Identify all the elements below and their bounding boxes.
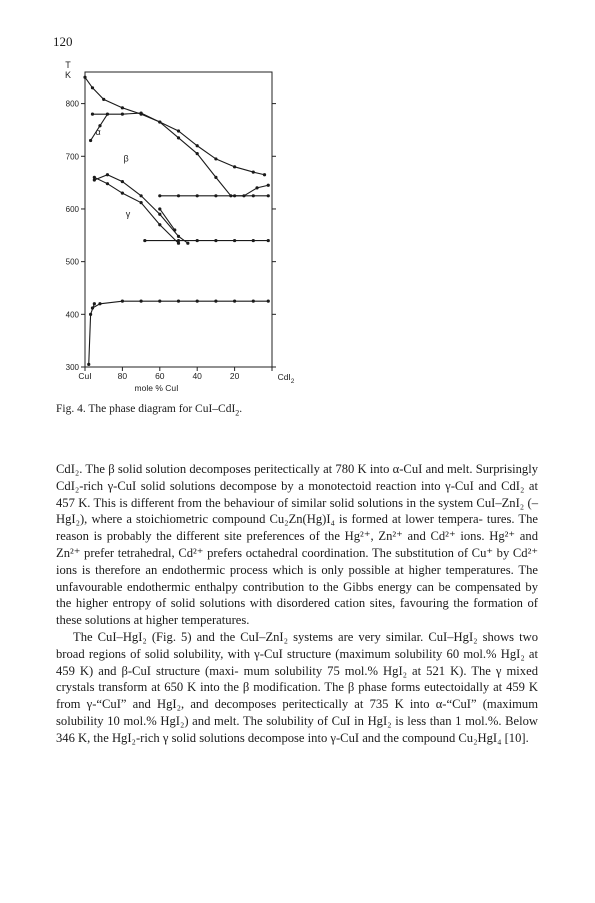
caption-prefix: Fig. 4. [56, 403, 86, 415]
data-point [252, 300, 255, 303]
data-point [263, 173, 266, 176]
data-point [121, 180, 124, 183]
data-point [177, 194, 180, 197]
data-point [89, 313, 92, 316]
text-line: CdI₂. The β solid solution decomposes peritectically at 780 K into α-CuI [56, 462, 423, 476]
data-point [121, 300, 124, 303]
text-line: monotectoid reaction into γ-CuI and CdI₂ at 457 K. This is different from [56, 478, 538, 510]
data-point [158, 194, 161, 197]
data-point [233, 300, 236, 303]
text-line: (maximum solubility 60 mol.% HgI₂ at 459 K) and β-CuI structure (maxi- [56, 646, 538, 678]
data-point [252, 194, 255, 197]
data-point [140, 201, 143, 204]
phase-diagram-figure [40, 52, 300, 407]
y-tick-label: 800 [65, 99, 79, 109]
paragraph-1 [56, 461, 538, 629]
region-label: β [123, 153, 129, 164]
y-tick-label: 600 [65, 204, 79, 214]
data-point [121, 106, 124, 109]
data-point [233, 165, 236, 168]
data-point [158, 120, 161, 123]
phase-boundary-line [92, 113, 268, 196]
text-line: The CuI–HgI₂ (Fig. 5) and the CuI–ZnI₂ systems are very similar. [73, 629, 424, 644]
phase-boundary-line [85, 77, 265, 174]
data-point [93, 302, 96, 305]
data-point [177, 300, 180, 303]
data-point [196, 144, 199, 147]
data-point [121, 113, 124, 116]
text-line: CuI in HgI₂ is less than 1 mol.%. Below 346 K, the HgI₂-rich γ solid [56, 713, 538, 745]
caption-subscript: 2 [235, 408, 240, 418]
text-line: where a stoichiometric compound Cu₂Zn(Hg)I₄ is formed at lower tempera- [91, 512, 483, 527]
data-point [91, 113, 94, 116]
text-line: and melt. Surprisingly CdI₂-rich γ-CuI solid solutions decompose by a [56, 462, 538, 493]
caption-suffix: . [239, 403, 243, 415]
data-point [186, 242, 189, 245]
data-point [98, 302, 101, 305]
x-tick-label: CdI$_2$ [277, 372, 295, 385]
x-tick-label: 80 [117, 371, 128, 381]
data-point [87, 363, 90, 366]
data-point [140, 300, 143, 303]
data-point [177, 235, 180, 238]
data-point [255, 186, 258, 189]
data-point [91, 86, 94, 89]
y-axis-unit: K [64, 70, 72, 80]
plot-frame [85, 72, 272, 367]
data-point [177, 129, 180, 132]
x-axis-label: mole % CuI [134, 383, 179, 393]
figure-caption [56, 403, 242, 417]
x-tick-label: 60 [155, 371, 165, 381]
text-line: unfavourable endothermic enthalpy contribution to the Gibbs energy can be [56, 579, 451, 594]
y-tick-label: 500 [65, 257, 79, 267]
data-point [173, 228, 176, 231]
data-point [214, 300, 217, 303]
caption-text: The phase diagram for CuI–CdI [88, 403, 236, 415]
text-line: from γ-“CuI” and HgI₂, and decomposes peritectically at 735 K into [56, 697, 430, 712]
text-line: Zn²⁺ and Cd²⁺ ions. Hg²⁺ and Zn²⁺ prefer tetrahedral, Cd²⁺ prefers [56, 529, 538, 560]
data-point [106, 113, 109, 116]
data-point [214, 176, 217, 179]
data-point [196, 239, 199, 242]
data-point [89, 139, 92, 142]
data-point [267, 184, 270, 187]
region-label: γ [125, 208, 131, 219]
data-point [196, 152, 199, 155]
data-point [158, 223, 161, 226]
data-point [140, 194, 143, 197]
data-point [121, 192, 124, 195]
data-point [93, 176, 96, 179]
data-point [177, 136, 180, 139]
data-point [252, 239, 255, 242]
data-point [83, 76, 86, 79]
data-point [233, 194, 236, 197]
data-point [252, 170, 255, 173]
phase-boundary-line [94, 177, 178, 243]
phase-boundary-line [94, 175, 188, 243]
text-line: octahedral coordination. The substitution of Cu⁺ by Cd²⁺ ions is therefore [56, 545, 538, 577]
data-point [140, 111, 143, 114]
data-point [196, 300, 199, 303]
y-tick-label: 400 [65, 310, 79, 320]
data-point [158, 207, 161, 210]
data-point [106, 182, 109, 185]
data-point [158, 300, 161, 303]
x-tick-label: 20 [229, 371, 240, 381]
data-point [214, 194, 217, 197]
data-point [177, 239, 180, 242]
data-point [102, 98, 105, 101]
data-point [267, 239, 270, 242]
text-line: solutions decompose into γ-CuI and the compound Cu₂HgI₄ [10]. [199, 730, 529, 745]
y-tick-label: 700 [65, 152, 79, 162]
data-point [158, 213, 161, 216]
text-line: 650 K into the β modification. The β phase forms eutectoidally at 459 K [164, 680, 538, 695]
text-line: CuI–HgI₂ shows two broad regions of solid solubility, with γ-CuI structure [56, 629, 539, 661]
data-point [233, 239, 236, 242]
x-tick-label: 40 [192, 371, 202, 381]
page-number: 120 [53, 34, 73, 49]
text-line: α-“CuI” (maximum solubility 10 mol.% HgI₂) and melt. The solubility of [56, 697, 538, 728]
text-line: mum solubility 75 mol.% HgI₂ at 521 K). The γ mixed crystals transform at [56, 663, 538, 695]
data-point [106, 173, 109, 176]
body-text [56, 461, 538, 747]
y-tick-label: 300 [65, 363, 79, 372]
data-point [214, 157, 217, 160]
data-point [267, 194, 270, 197]
x-tick-label: CuI [78, 371, 92, 381]
data-point [143, 239, 146, 242]
y-axis-label: T [65, 60, 71, 70]
text-line: tures. The reason is probably the different site preferences of the Hg²⁺, [56, 512, 539, 544]
phase-boundary-line [89, 304, 95, 365]
data-point [267, 300, 270, 303]
text-line: the behaviour of similar solid solutions in the system CuI–ZnI₂ (–HgI₂), [56, 495, 538, 527]
text-line: an endothermic process which is only possible at higher temperatures. The [145, 562, 538, 577]
data-point [214, 239, 217, 242]
text-line: compensated by the higher entropy of solid solutions with disordered cation [56, 579, 539, 611]
region-label: α [95, 127, 101, 138]
data-point [196, 194, 199, 197]
phase-diagram-chart [40, 52, 300, 407]
paragraph-2 [56, 629, 538, 747]
text-line: sites, favouring the formation of these solutions at higher temperatures. [56, 596, 538, 628]
phase-boundary-line [92, 301, 268, 308]
